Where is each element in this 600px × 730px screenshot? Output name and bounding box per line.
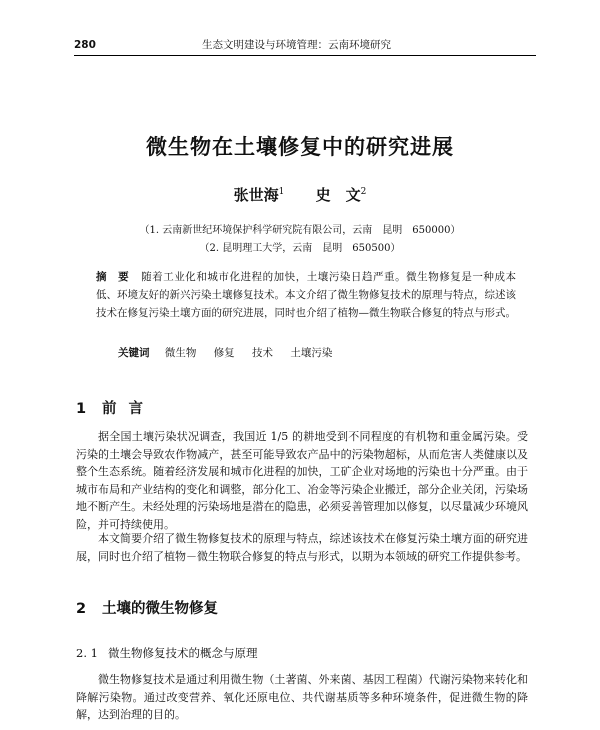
- keyword: 修复: [213, 347, 235, 359]
- section-number: 2: [76, 601, 87, 617]
- affiliation-2: （2. 昆明理工大学，云南 昆明 650500）: [199, 243, 401, 254]
- keywords-label: 关键词: [118, 347, 150, 359]
- affiliation-1: （1. 云南新世纪环境保护科学研究院有限公司，云南 昆明 650000）: [139, 225, 461, 236]
- subsection-heading: [76, 645, 258, 661]
- subsection-title: 微生物修复技术的概念与原理: [108, 646, 258, 660]
- section-title: 前言: [102, 401, 155, 417]
- header-rule: [74, 55, 536, 56]
- keyword: 微生物: [164, 347, 197, 359]
- body-paragraph: 据全国土壤污染状况调查，我国近 1/5 的耕地受到不同程度的有机物和重金属污染。受污染的土壤会导致农作物减产，甚至可能导致农产品中的污染物超标，从而危害人类健康以及整个生态系统。随着经济发展和城市化进程的加快，工矿企业对场地的污染也十分严重。由于城市布局和产业结构的变化和调整，部分化工、冶金等污染企业搬迁，部分企业关闭，污染场地不断产生。未经处理的污染场地是潜在的隐患，必须妥善管理加以修复，以尽量减少环境风险，并可持续使用。: [76, 430, 528, 531]
- keywords: [118, 345, 346, 360]
- section-heading-microbial-remediation: [76, 597, 218, 618]
- running-title: 生态文明建设与环境管理：云南环境研究: [202, 39, 391, 51]
- abstract-text: 随着工业化和城市化进程的加快，土壤污染日趋严重。微生物修复是一种成本低、环境友好的新兴污染土壤修复技术。本文介绍了微生物修复技术的原理与特点，综述该技术在修复污染土壤方面的研究进展，同时也介绍了植物—微生物联合修复的特点与形式。: [96, 271, 516, 319]
- author-line: [0, 184, 600, 205]
- keyword: 技术: [252, 347, 274, 359]
- running-header: [74, 36, 536, 54]
- author-affiliation-marker: 2: [360, 187, 367, 197]
- page-number: 280: [74, 39, 96, 51]
- section-heading-introduction: [76, 397, 155, 418]
- author-name: 史 文: [315, 186, 361, 204]
- article-title: 微生物在土壤修复中的研究进展: [146, 135, 454, 159]
- subsection-number: 2. 1: [76, 646, 98, 660]
- body-paragraph: 本文简要介绍了微生物修复技术的原理与特点，综述该技术在修复污染土壤方面的研究进展，同时也介绍了植物－微生物联合修复的特点与形式，以期为本领域的研究工作提供参考。: [76, 532, 528, 563]
- abstract-label: 摘 要: [96, 271, 130, 283]
- body-paragraph: 微生物修复技术是通过利用微生物（土著菌、外来菌、基因工程菌）代谢污染物来转化和降解污染物。通过改变营养、氧化还原电位、共代谢基质等多种环境条件，促进微生物的降解，达到治理的目的。: [76, 673, 528, 722]
- author-affiliation-marker: 1: [278, 187, 285, 197]
- abstract: [96, 268, 516, 322]
- keyword: 土壤污染: [290, 347, 333, 359]
- author-name: 张世海: [233, 186, 279, 204]
- section-title: 土壤的微生物修复: [102, 601, 218, 617]
- section-number: 1: [76, 401, 87, 417]
